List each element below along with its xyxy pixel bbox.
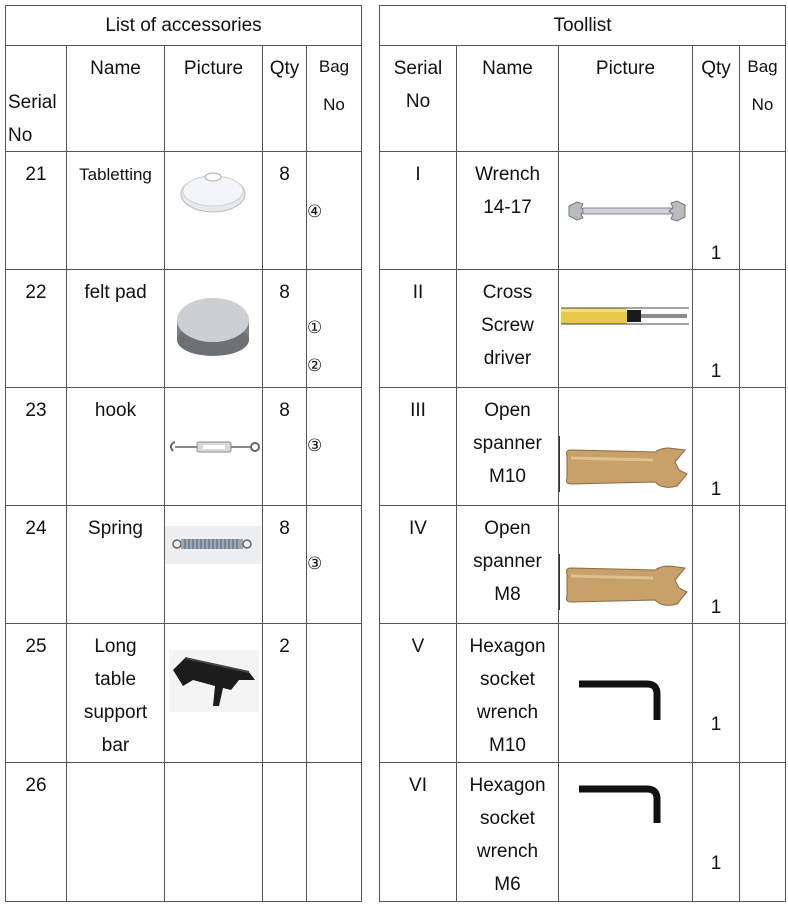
picture-cell [559, 506, 693, 624]
picture-cell [559, 624, 693, 763]
turnbuckle-hook-icon [167, 436, 261, 458]
serial-cell: VI [380, 763, 457, 902]
qty-cell: 8 [263, 270, 307, 388]
picture-cell [559, 763, 693, 902]
table-row [380, 152, 786, 270]
open-spanner-icon [563, 564, 689, 610]
accessories-title: List of accessories [6, 6, 362, 46]
qty-cell: 8 [263, 152, 307, 270]
table-row [380, 506, 786, 624]
serial-cell: I [380, 152, 457, 270]
qty-cell: 8 [263, 388, 307, 506]
support-bar-icon [169, 650, 259, 712]
table-row [6, 624, 362, 763]
name-cell: Spring [67, 506, 165, 624]
name-cell: Hexagon socket wrench M10 [457, 624, 559, 763]
qty-cell: 1 [693, 270, 740, 388]
bag-number: ③ [307, 554, 323, 574]
bag-cell [307, 270, 362, 388]
serial-header: Serial No [6, 46, 67, 152]
name-header: Name [457, 46, 559, 152]
serial-cell: V [380, 624, 457, 763]
name-cell: Tabletting [67, 152, 165, 270]
qty-cell: 1 [693, 388, 740, 506]
table-row [380, 270, 786, 388]
picture-cell [559, 270, 693, 388]
name-cell: hook [67, 388, 165, 506]
qty-header: Qty [263, 46, 307, 152]
bag-cell [307, 763, 362, 902]
bag-header: Bag No [307, 46, 362, 152]
washer-icon [179, 164, 247, 220]
bag-cell [740, 624, 786, 763]
picture-cell [165, 624, 263, 763]
name-cell: Open spanner M8 [457, 506, 559, 624]
toollist-title: Toollist [380, 6, 786, 46]
serial-cell: 22 [6, 270, 67, 388]
bag-header: Bag No [740, 46, 786, 152]
felt-pad-icon [175, 292, 251, 360]
table-row [6, 270, 362, 388]
name-cell: Open spanner M10 [457, 388, 559, 506]
qty-cell: 1 [693, 624, 740, 763]
bag-cell [307, 152, 362, 270]
picture-cell [559, 152, 693, 270]
serial-header: Serial No [380, 46, 457, 152]
picture-header: Picture [165, 46, 263, 152]
name-cell: Wrench 14-17 [457, 152, 559, 270]
serial-cell: 21 [6, 152, 67, 270]
screwdriver-icon [561, 304, 689, 328]
picture-cell [165, 763, 263, 902]
name-cell: Hexagon socket wrench M6 [457, 763, 559, 902]
hex-key-icon [577, 680, 661, 722]
serial-cell: 25 [6, 624, 67, 763]
name-cell: Cross Screw driver [457, 270, 559, 388]
open-spanner-icon [563, 446, 689, 492]
hex-key-icon [577, 785, 661, 825]
serial-cell: 23 [6, 388, 67, 506]
bag-number: ① [307, 318, 323, 338]
name-cell: felt pad [67, 270, 165, 388]
double-open-wrench-icon [567, 200, 687, 222]
bag-number: ④ [307, 202, 323, 222]
table-row [6, 763, 362, 902]
serial-cell: IV [380, 506, 457, 624]
spring-icon [165, 526, 261, 564]
qty-cell: 1 [693, 506, 740, 624]
bag-number: ② [307, 356, 323, 376]
bag-cell [740, 763, 786, 902]
name-cell: Long table support bar [67, 624, 165, 763]
toollist-table [379, 5, 786, 902]
picture-cell [165, 152, 263, 270]
bag-number: ③ [307, 436, 323, 456]
picture-cell [165, 388, 263, 506]
name-cell [67, 763, 165, 902]
table-row [380, 624, 786, 763]
serial-cell: III [380, 388, 457, 506]
bag-cell [740, 270, 786, 388]
bag-cell [740, 506, 786, 624]
bag-cell [307, 506, 362, 624]
accessories-table [5, 5, 362, 902]
picture-cell [165, 270, 263, 388]
serial-cell: 26 [6, 763, 67, 902]
bag-cell [307, 388, 362, 506]
table-row [6, 506, 362, 624]
bag-cell [740, 152, 786, 270]
table-row [6, 388, 362, 506]
qty-cell: 1 [693, 763, 740, 902]
qty-header: Qty [693, 46, 740, 152]
qty-cell: 8 [263, 506, 307, 624]
qty-cell: 2 [263, 624, 307, 763]
table-row [380, 388, 786, 506]
qty-cell: 1 [693, 152, 740, 270]
bag-cell [307, 624, 362, 763]
picture-header: Picture [559, 46, 693, 152]
table-row [6, 152, 362, 270]
serial-cell: 24 [6, 506, 67, 624]
picture-cell [559, 388, 693, 506]
name-header: Name [67, 46, 165, 152]
table-row [380, 763, 786, 902]
bag-cell [740, 388, 786, 506]
serial-cell: II [380, 270, 457, 388]
picture-cell [165, 506, 263, 624]
qty-cell [263, 763, 307, 902]
